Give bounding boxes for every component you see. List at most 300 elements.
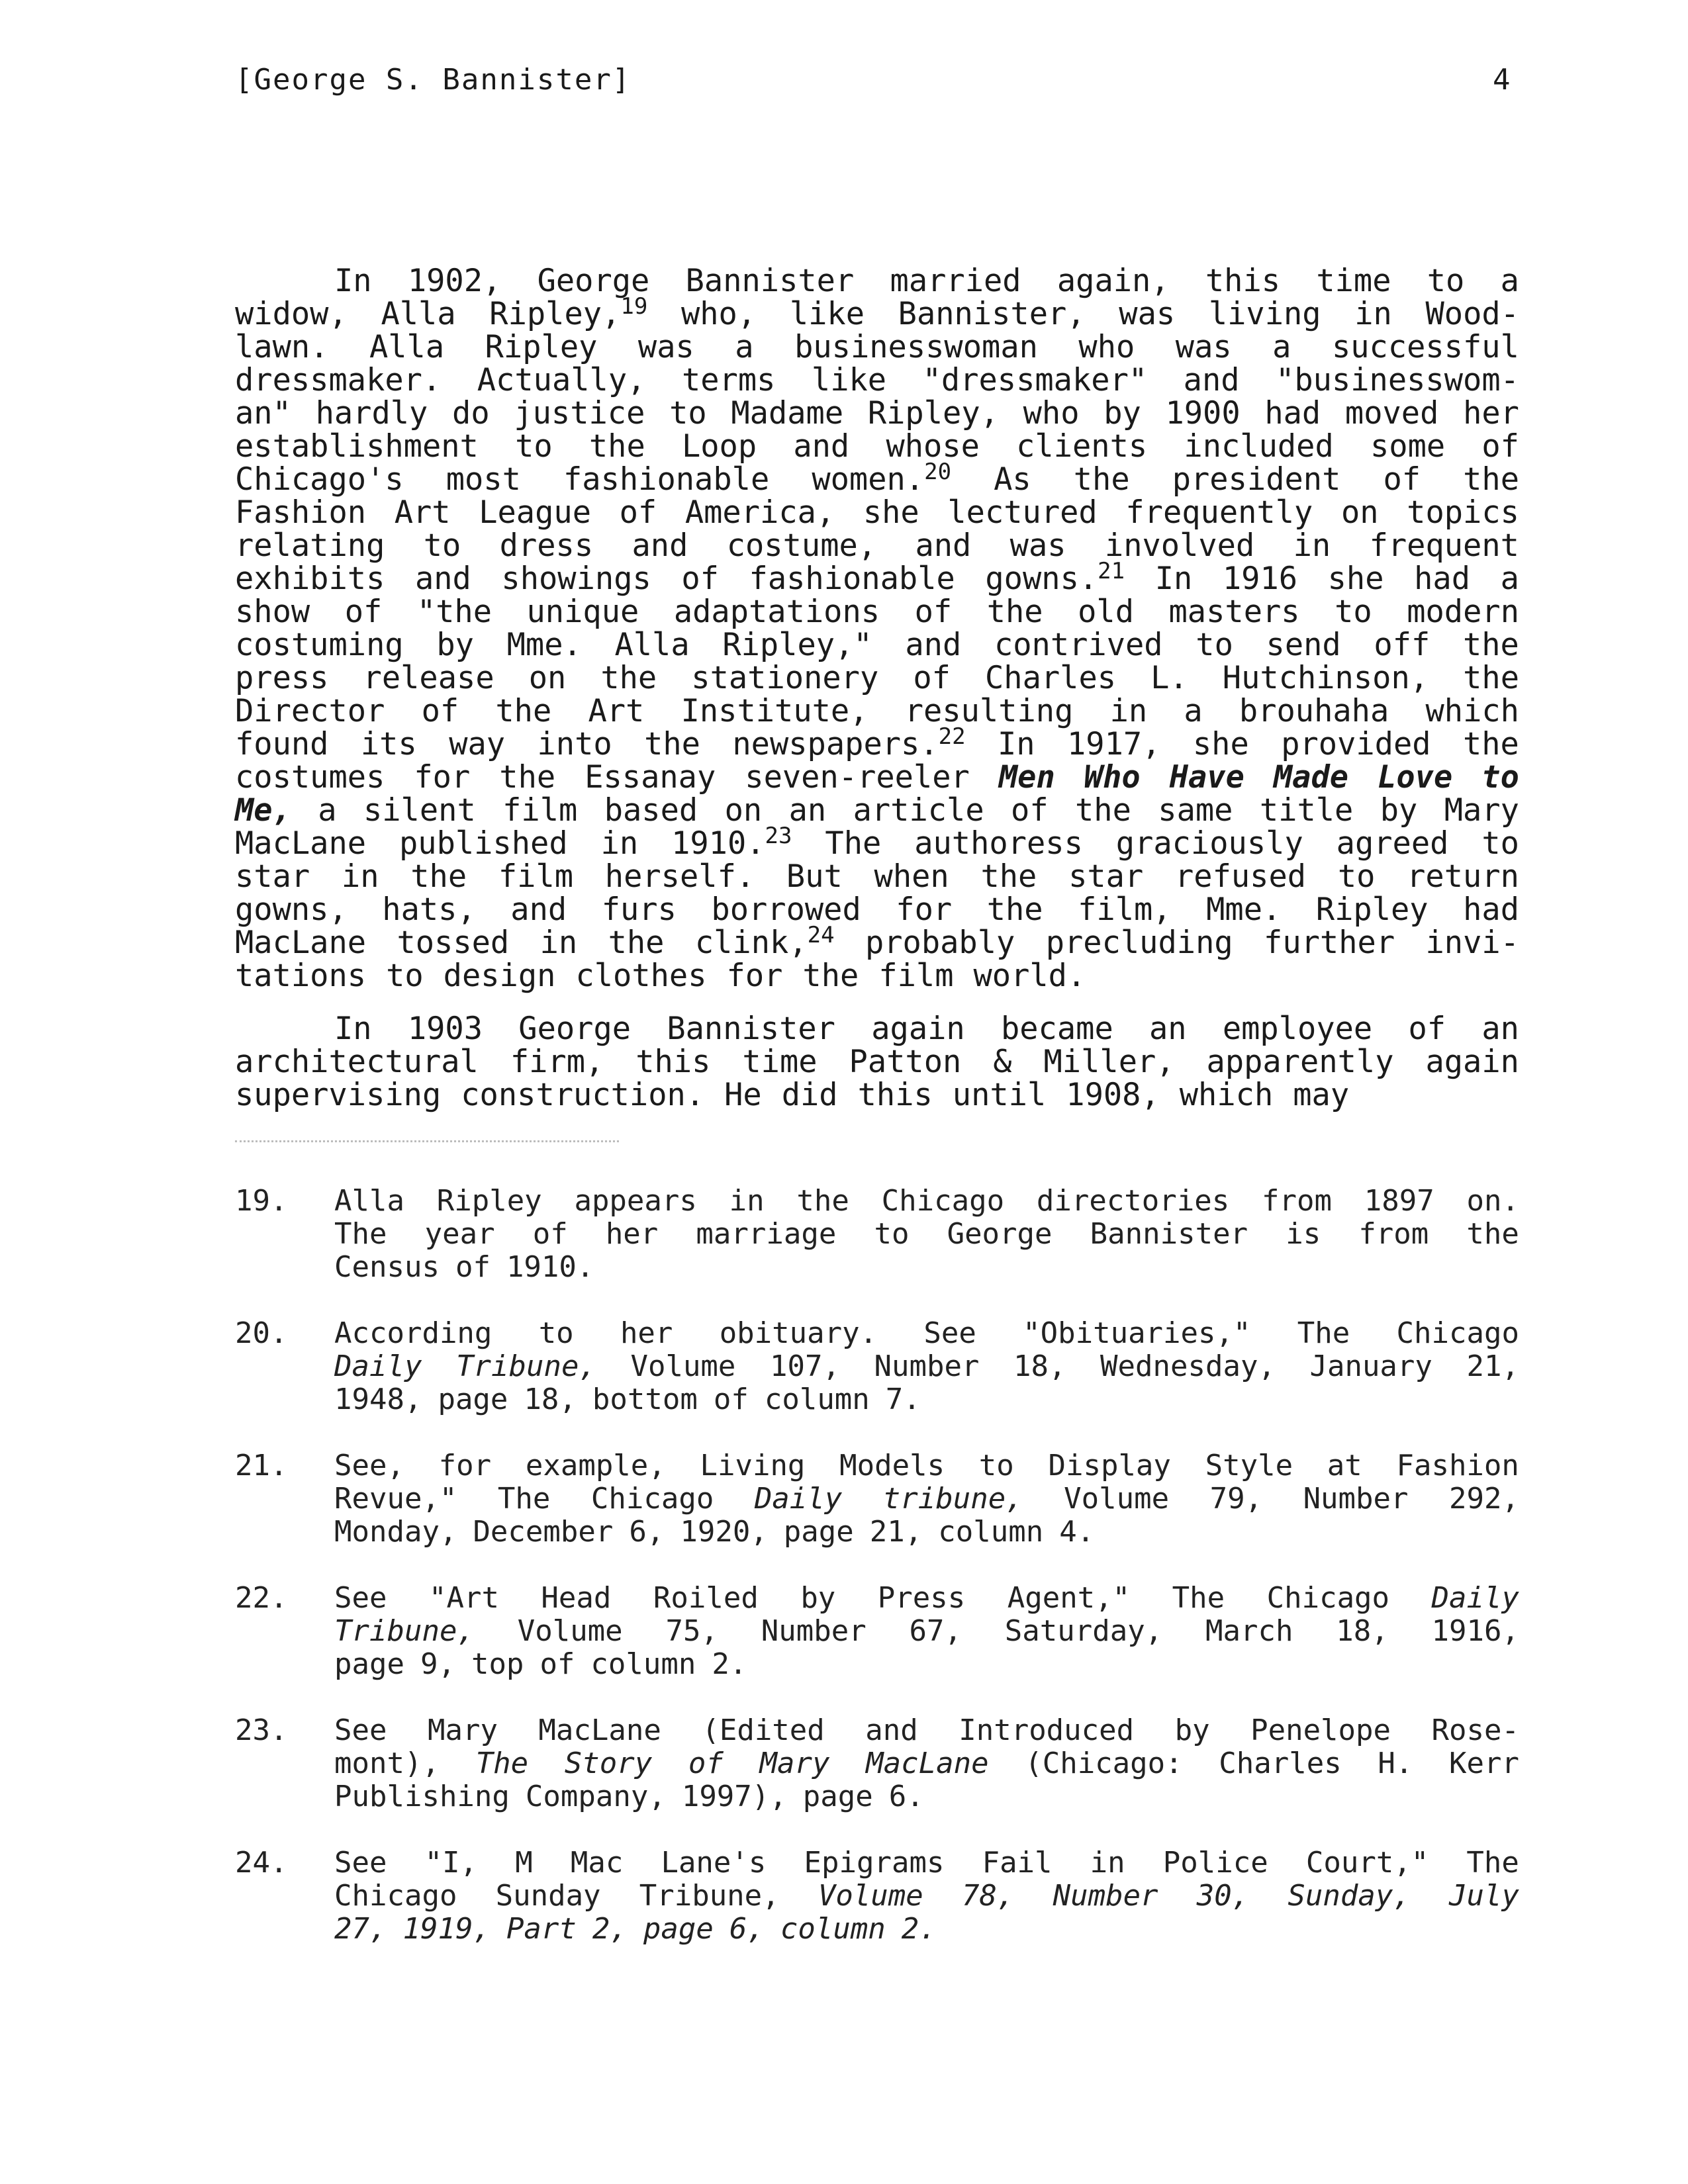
word: this [1205, 263, 1281, 299]
word: some [1370, 428, 1446, 465]
footnote-divider [235, 1140, 619, 1142]
word: world. [973, 958, 1086, 994]
word: column [780, 1912, 886, 1946]
word: Patton [849, 1044, 962, 1080]
word: 1997), [681, 1780, 787, 1813]
footnote-ref: 22 [938, 723, 966, 750]
text-line [235, 293, 1519, 332]
word: relating [235, 527, 385, 564]
word: 1903 [407, 1011, 483, 1047]
word: 1916, [1431, 1614, 1519, 1648]
word: Ripley [1315, 891, 1429, 928]
word: (Chicago: [1025, 1747, 1183, 1780]
word: fashionable [749, 561, 955, 597]
word: of [344, 594, 383, 630]
word: in [600, 825, 639, 862]
word: 18, [1013, 1349, 1066, 1383]
word: page [783, 1515, 854, 1549]
word: page [643, 1912, 714, 1946]
footnote-item [235, 1846, 1519, 1946]
word: further [1264, 925, 1395, 961]
word: successful [1331, 329, 1519, 365]
word: Alla [614, 627, 690, 663]
word: found [235, 726, 329, 762]
word: January [1309, 1349, 1432, 1383]
text-line [235, 1046, 1519, 1079]
word: became [1000, 1011, 1113, 1047]
word: brouhaha [1239, 693, 1389, 729]
word: "businesswom- [1276, 362, 1519, 398]
word: of [713, 1383, 749, 1416]
word: The [497, 1482, 551, 1516]
word: was [637, 329, 694, 365]
word: of [914, 594, 953, 630]
text-line [235, 529, 1519, 563]
word: in [1090, 1846, 1125, 1880]
word: widow, [235, 296, 348, 332]
word: See [334, 1713, 387, 1747]
word: costuming [235, 627, 404, 663]
word: example, [525, 1449, 666, 1482]
text-line [334, 1185, 1519, 1218]
paragraph [235, 1013, 1519, 1112]
word: adaptations [673, 594, 880, 630]
word: a [1500, 561, 1519, 597]
word: send [1266, 627, 1341, 663]
text-line [334, 1648, 1519, 1681]
word: star [235, 858, 310, 895]
word: 21, [869, 1515, 923, 1549]
word: involved [1104, 527, 1255, 564]
word: to [1481, 825, 1519, 862]
word: on [724, 792, 763, 829]
word: an [788, 792, 827, 829]
word: Daily [754, 1482, 843, 1516]
word: 6, [629, 1515, 665, 1549]
word: Loop [681, 428, 757, 465]
text-line [235, 695, 1519, 728]
word: 1900 [1165, 395, 1241, 432]
word: 2. [712, 1647, 747, 1681]
word: old [1078, 594, 1134, 630]
page-number: 4 [1493, 63, 1511, 97]
word: 1897 [1364, 1184, 1434, 1218]
word: Tribune, [456, 1349, 596, 1383]
word: and [793, 428, 850, 465]
word: the [986, 891, 1043, 928]
word: architectural [235, 1044, 479, 1080]
text-line [235, 794, 1519, 827]
word: League [479, 494, 591, 531]
text-line [235, 364, 1519, 397]
word: Head [541, 1581, 612, 1615]
word: George [947, 1217, 1053, 1251]
footnote-text [334, 1714, 1519, 1813]
word: of [421, 693, 459, 729]
word: by [436, 627, 474, 663]
word: again, [1056, 263, 1170, 299]
word: for [896, 891, 953, 928]
word: the [802, 958, 859, 994]
word: Charles [984, 660, 1117, 696]
word: a [1184, 693, 1203, 729]
word: column [764, 1383, 870, 1416]
word: MacLane [235, 925, 367, 961]
word: businesswoman [794, 329, 1038, 365]
word: she [1327, 561, 1384, 597]
word: design [443, 958, 556, 994]
word: of [681, 561, 719, 597]
word: Number [1303, 1482, 1409, 1516]
footnote-ref: 19 [620, 293, 648, 320]
word: 7. [885, 1383, 921, 1416]
word: employee [1222, 1011, 1373, 1047]
word: is [1286, 1217, 1321, 1251]
word: film [498, 858, 574, 895]
word: return [1407, 858, 1519, 895]
word: film, [1078, 891, 1172, 928]
text-line [235, 430, 1519, 463]
word: Hutchinson, [1222, 660, 1429, 696]
word: to [1196, 627, 1233, 663]
word: and [915, 527, 972, 564]
text-line [235, 596, 1519, 629]
word: to [978, 1449, 1014, 1482]
word: 1910. [506, 1250, 594, 1284]
word: 6, [729, 1912, 765, 1946]
word: women.$^{20}$ [812, 459, 952, 498]
word: this [857, 1077, 933, 1113]
word: Kerr [1449, 1747, 1519, 1780]
word: in [1354, 296, 1392, 332]
word: seven-reeler [745, 759, 970, 796]
word: Daily [334, 1349, 422, 1383]
word: to [874, 1217, 910, 1251]
word: in [1109, 693, 1148, 729]
word: Chicago [334, 1879, 457, 1913]
word: MacLane [538, 1713, 661, 1747]
word: of [532, 1217, 568, 1251]
word: unique [526, 594, 639, 630]
word: America, [684, 494, 835, 531]
word: Me, [235, 792, 291, 829]
text-line [334, 1383, 1519, 1416]
word: Saturday, [1004, 1614, 1163, 1648]
word: Love [1378, 759, 1453, 796]
word: establishment [235, 428, 479, 465]
word: tribune, [882, 1482, 1023, 1516]
word: 1908, [1066, 1077, 1160, 1113]
word: and [632, 527, 688, 564]
word: Alla [369, 329, 445, 365]
word: again [1425, 1044, 1519, 1080]
word: did [781, 1077, 838, 1113]
word: & [993, 1044, 1012, 1080]
running-header: [George S. Bannister] [235, 63, 632, 97]
word: her [605, 1217, 659, 1251]
word: clink,$^{24}$ [694, 922, 835, 961]
word: The [825, 825, 882, 862]
word: the [1462, 726, 1519, 762]
word: 1948, [334, 1383, 422, 1416]
word: column [590, 1647, 696, 1681]
word: Publishing [334, 1780, 510, 1813]
word: like [789, 296, 865, 332]
word: December [473, 1515, 614, 1549]
footnote-text [334, 1185, 1519, 1284]
word: newspapers.$^{22}$ [732, 723, 966, 762]
word: gowns.$^{21}$ [985, 558, 1125, 597]
word: topics [1407, 494, 1519, 531]
footnote-ref: 24 [807, 922, 835, 948]
word: of [913, 660, 951, 696]
word: Tribune, [639, 1879, 780, 1913]
word: marriage [696, 1217, 837, 1251]
word: Agent," [1007, 1581, 1131, 1615]
word: Daily [1431, 1581, 1519, 1615]
word: frequent [1369, 527, 1519, 564]
word: to [1337, 858, 1376, 895]
word: to [1481, 759, 1519, 796]
word: silent [363, 792, 476, 829]
word: 79, [1209, 1482, 1263, 1516]
word: page [438, 1383, 508, 1416]
word: Volume [630, 1349, 736, 1383]
footnote-number: 24. [235, 1846, 288, 1880]
word: for [414, 759, 471, 796]
word: her [620, 1316, 673, 1350]
word: time [1316, 263, 1391, 299]
word: who [1023, 395, 1080, 432]
word: Art [394, 494, 451, 531]
word: 2, [592, 1912, 628, 1946]
word: The [1466, 1846, 1519, 1880]
word: to [538, 1316, 574, 1350]
word: Wednesday, [1100, 1349, 1276, 1383]
word: "dressmaker" [922, 362, 1148, 398]
word: firm, [510, 1044, 604, 1080]
word: Bannister, [898, 296, 1086, 332]
word: of [455, 1250, 491, 1284]
word: Revue," [334, 1482, 457, 1516]
word: had [1264, 395, 1321, 432]
word: tossed [397, 925, 510, 961]
word: the [1463, 660, 1519, 696]
text-line [235, 823, 1519, 862]
word: was [1009, 527, 1066, 564]
word: hardly [315, 395, 428, 432]
word: an" [235, 395, 291, 432]
text-line [334, 1615, 1519, 1648]
word: whose [886, 428, 980, 465]
footnote-number: 22. [235, 1581, 288, 1615]
word: an [1481, 1011, 1519, 1047]
word: Lane's [661, 1846, 767, 1880]
word: the [796, 1184, 849, 1218]
word: the [495, 693, 552, 729]
footnote-ref: 23 [765, 823, 792, 849]
word: at [1327, 1449, 1362, 1482]
footnote-item [235, 1317, 1519, 1416]
text-line [235, 922, 1519, 961]
text-line [235, 860, 1519, 893]
word: Mary [759, 1747, 830, 1780]
word: to [669, 395, 707, 432]
word: herself. [604, 858, 755, 895]
word: Wood- [1425, 296, 1519, 332]
word: living [1208, 296, 1321, 332]
word: of [1481, 428, 1519, 465]
word: contrived [994, 627, 1163, 663]
word: Tribune, [334, 1614, 475, 1648]
word: the [499, 759, 556, 796]
word: Chicago [881, 1184, 1005, 1218]
word: appears [574, 1184, 697, 1218]
word: justice [514, 395, 645, 432]
word: Actually, [477, 362, 646, 398]
word: masters [1168, 594, 1300, 630]
word: Sunday, [1288, 1879, 1411, 1913]
word: probably [865, 925, 1015, 961]
word: 4. [1059, 1515, 1095, 1549]
word: when [874, 858, 949, 895]
word: 75, [665, 1614, 718, 1648]
word: Who [1084, 759, 1141, 796]
word: Census [334, 1250, 440, 1284]
word: terms [681, 362, 776, 398]
word: provided [1281, 726, 1431, 762]
word: Essanay [585, 759, 716, 796]
word: The [334, 1217, 387, 1251]
word: Chicago's [235, 461, 404, 498]
word: Fail [982, 1846, 1053, 1880]
word: a [1272, 329, 1291, 365]
word: resulting [904, 693, 1074, 729]
word: Number [1053, 1879, 1158, 1913]
word: Men [998, 759, 1055, 796]
word: hats, [382, 891, 476, 928]
word: "the [416, 594, 492, 630]
word: to [423, 527, 461, 564]
word: The [1172, 1581, 1225, 1615]
word: March [1205, 1614, 1293, 1648]
word: See [923, 1316, 976, 1350]
footnote-text [334, 1846, 1519, 1946]
word: and [414, 561, 471, 597]
word: published [399, 825, 568, 862]
word: the [608, 925, 665, 961]
word: Mme. [1206, 891, 1282, 928]
word: Fashion [235, 494, 367, 531]
word: Art [588, 693, 645, 729]
word: invi- [1425, 925, 1519, 961]
word: 78, [961, 1879, 1015, 1913]
word: Chicago [1396, 1316, 1519, 1350]
word: the [1466, 1217, 1519, 1251]
word: agreed [1336, 825, 1449, 862]
word: Chicago [1266, 1581, 1390, 1615]
text-line [334, 1317, 1519, 1350]
word: Introduced [959, 1713, 1135, 1747]
word: the [600, 660, 657, 696]
word: a [1500, 263, 1519, 299]
word: construction. [461, 1077, 705, 1113]
word: and [510, 891, 567, 928]
word: Police [1162, 1846, 1268, 1880]
word: MacLane [866, 1747, 989, 1780]
word: page [802, 1780, 873, 1813]
text-line [334, 1747, 1519, 1780]
word: 1902, [407, 263, 502, 299]
word: George [537, 263, 650, 299]
word: its [360, 726, 417, 762]
word: (Edited [702, 1713, 825, 1747]
word: bottom [592, 1383, 698, 1416]
word: this [635, 1044, 711, 1080]
word: column [938, 1515, 1044, 1549]
text-line [334, 1218, 1519, 1251]
word: Alla [381, 296, 456, 332]
word: star [1068, 858, 1144, 895]
word: until [952, 1077, 1047, 1113]
word: 1920, [680, 1515, 768, 1549]
word: and [1183, 362, 1240, 398]
word: lawn. [235, 329, 329, 365]
word: Court," [1305, 1846, 1429, 1880]
word: of [619, 494, 657, 531]
word: In [998, 726, 1035, 762]
word: from [1358, 1217, 1429, 1251]
word: married [890, 263, 1021, 299]
word: Director [235, 693, 385, 729]
text-line [235, 459, 1519, 498]
word: again [871, 1011, 965, 1047]
paragraph [235, 265, 1519, 993]
word: on. [1466, 1184, 1519, 1218]
text-line [235, 761, 1519, 794]
word: of [1011, 792, 1049, 829]
text-line [235, 1013, 1519, 1046]
word: from [1262, 1184, 1332, 1218]
word: of [1408, 1011, 1446, 1047]
word: Ripley [436, 1184, 542, 1218]
word: apparently [1206, 1044, 1394, 1080]
word: she [1192, 726, 1249, 762]
word: an [1149, 1011, 1187, 1047]
word: the [980, 858, 1037, 895]
text-line [334, 1516, 1519, 1549]
footnote-item [235, 1582, 1519, 1681]
word: and [905, 627, 962, 663]
word: into [537, 726, 612, 762]
word: Chicago [590, 1482, 714, 1516]
word: The [1297, 1316, 1350, 1350]
word: Mme. [506, 627, 582, 663]
word: Display [1048, 1449, 1171, 1482]
word: her [1463, 395, 1519, 432]
word: Miller, [1043, 1044, 1175, 1080]
footnote-item [235, 1185, 1519, 1284]
word: "Art [428, 1581, 499, 1615]
text-line [334, 1913, 1519, 1946]
word: way [449, 726, 506, 762]
word: exhibits [235, 561, 385, 597]
word: like [811, 362, 887, 398]
word: same [1158, 792, 1233, 829]
body-paragraph-1 [235, 265, 1519, 993]
word: 27, [334, 1912, 387, 1946]
word: in [1293, 527, 1331, 564]
